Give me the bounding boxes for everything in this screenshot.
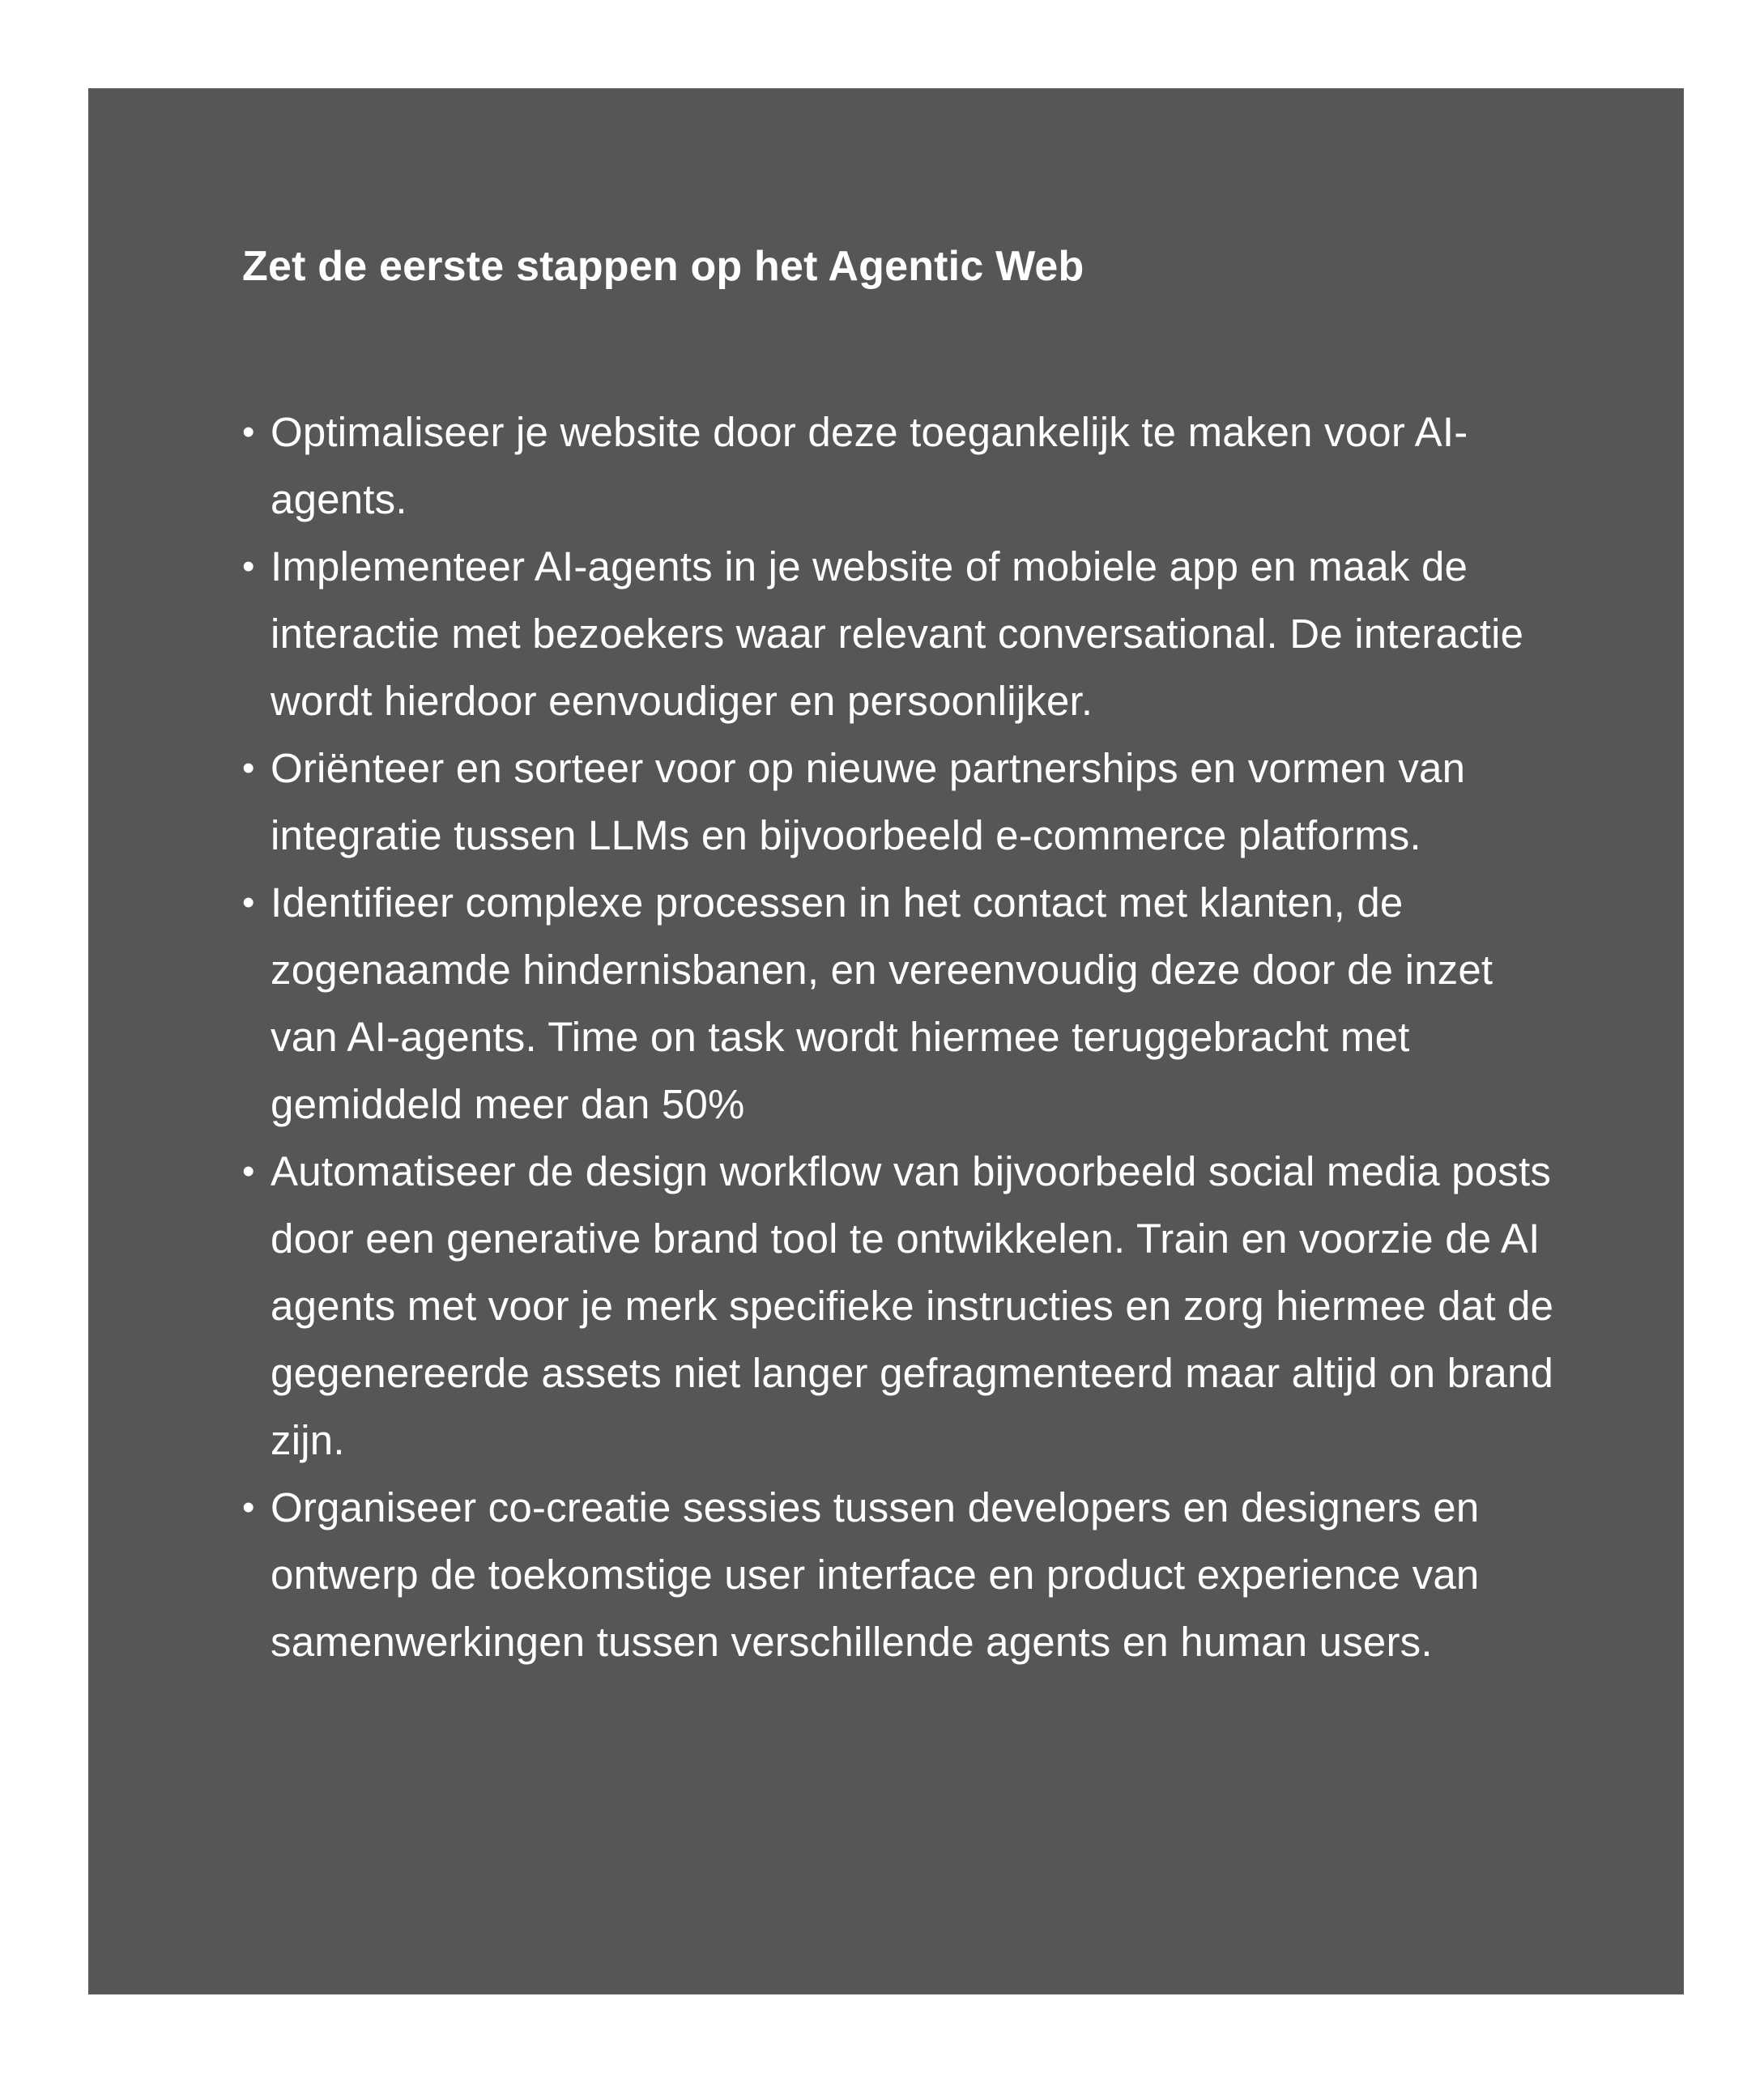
bullet-dot-icon: •	[242, 547, 255, 586]
card-title: Zet de eerste stappen op het Agentic Web	[242, 243, 1084, 290]
bullet-list	[242, 398, 1554, 1675]
list-item	[242, 533, 1554, 734]
list-item	[242, 1474, 1554, 1675]
list-item-text: Optimaliseer je website door deze toegankelijk te maken voor AI-agents.	[271, 409, 1468, 522]
list-item	[242, 734, 1554, 869]
bullet-dot-icon: •	[242, 1488, 255, 1527]
list-item-text: Identifieer complexe processen in het contact met klanten, de zogenaamde hindernisbanen, en vereenvoudig deze door de inzet van AI-agents. Time on task wordt hiermee teruggebracht met gemiddeld meer dan 50%	[271, 879, 1493, 1127]
list-item	[242, 869, 1554, 1138]
list-item-text: Implementeer AI-agents in je website of mobiele app en maak de interactie met bezoekers waar relevant conversational. De interactie wordt hierdoor eenvoudiger en persoonlijker.	[271, 543, 1524, 724]
list-item-text: Oriënteer en sorteer voor op nieuwe partnerships en vormen van integratie tussen LLMs en bijvoorbeeld e-commerce platforms.	[271, 745, 1466, 858]
list-item	[242, 1138, 1554, 1474]
info-card	[88, 88, 1684, 1994]
bullet-dot-icon: •	[242, 748, 255, 788]
list-item-text: Organiseer co-creatie sessies tussen developers en designers en ontwerp de toekomstige user interface en product experience van samenwerkingen tussen verschillende agents en human users.	[271, 1484, 1480, 1665]
list-item	[242, 398, 1554, 533]
bullet-dot-icon: •	[242, 412, 255, 452]
bullet-dot-icon: •	[242, 883, 255, 922]
bullet-dot-icon: •	[242, 1151, 255, 1191]
list-item-text: Automatiseer de design workflow van bijvoorbeeld social media posts door een generative brand tool te ontwikkelen. Train en voorzie de AI agents met voor je merk specifieke instructies en zorg hiermee dat de gegenereerde assets niet langer gefragmenteerd maar altijd on brand zijn.	[271, 1148, 1554, 1463]
